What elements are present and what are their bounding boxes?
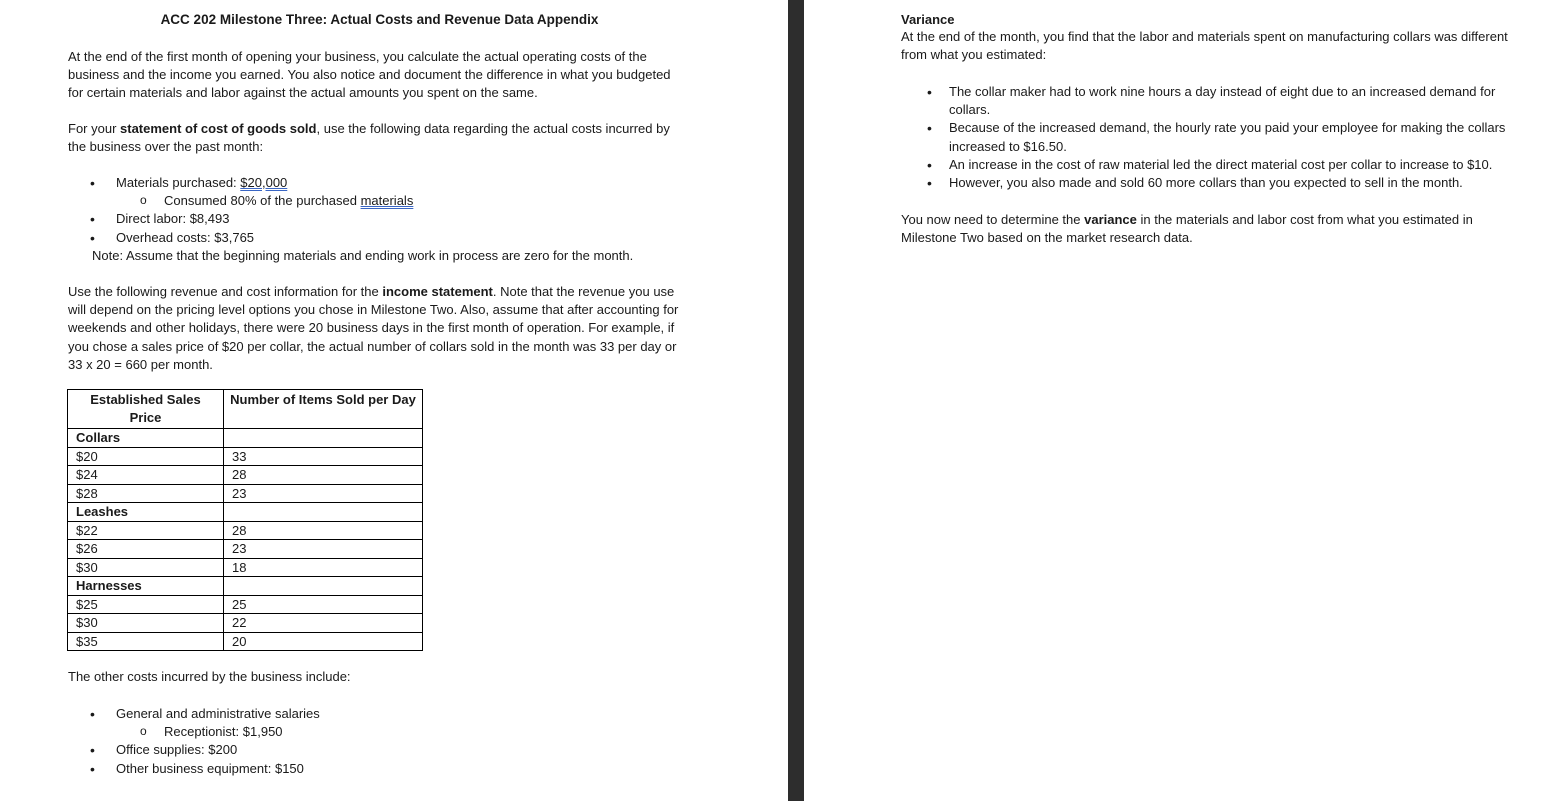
table-row [68, 577, 423, 596]
sales-table [67, 389, 423, 651]
other-costs-intro: The other costs incurred by the business include: [68, 669, 351, 684]
price-cell: $24 [68, 466, 224, 485]
list-item: • However, you also made and sold 60 more collars than you expected to sell in the month. [901, 174, 1531, 192]
qty-cell: 28 [224, 521, 423, 540]
category-cell: Harnesses [68, 577, 224, 596]
list-item: • General and administrative salaries [68, 705, 320, 723]
list-item: • Because of the increased demand, the hourly rate you paid your employee for making the collars increased to $16.50. [901, 119, 1531, 155]
table-row [68, 540, 423, 559]
price-cell: $25 [68, 595, 224, 614]
table-row [68, 429, 423, 448]
category-cell: Leashes [68, 503, 224, 522]
qty-cell: 28 [224, 466, 423, 485]
list-item: • The collar maker had to work nine hours a day instead of eight due to an increased demand for collars. [901, 83, 1531, 119]
cogs-intro-paragraph: For your statement of cost of goods sold, use the following data regarding the actual costs incurred by the business over the past month: [68, 121, 670, 155]
list-item: • Direct labor: $8,493 [68, 210, 413, 228]
table-row [68, 447, 423, 466]
category-cell: Collars [68, 429, 224, 448]
price-cell: $35 [68, 632, 224, 651]
price-cell: $22 [68, 521, 224, 540]
revenue-intro-paragraph: Use the following revenue and cost information for the income statement. Note that the revenue you use will depend on the pricing level options you chose in Milestone Two. Also, assume that after accounting for weekends and other holidays, there were 20 business days in the first month of operation. For example, if you chose a sales price of $20 per collar, the actual number of collars sold in the month was 33 per day or 33 x 20 = 660 per month. [68, 284, 679, 372]
table-row [68, 521, 423, 540]
cogs-list [68, 174, 413, 247]
variance-list [901, 83, 1531, 192]
page-divider [788, 0, 804, 801]
price-cell: $20 [68, 447, 224, 466]
table-row [68, 632, 423, 651]
header-price: Established Sales Price [68, 390, 224, 429]
list-item: • Office supplies: $200 [68, 741, 320, 759]
other-costs-list [68, 705, 320, 778]
variance-final-paragraph: You now need to determine the variance in the materials and labor cost from what you estimated in Milestone Two based on the market research data. [901, 212, 1473, 246]
price-cell: $26 [68, 540, 224, 559]
variance-heading: Variance [901, 12, 955, 27]
table-row [68, 558, 423, 577]
note-text: Note: Assume that the beginning materials and ending work in process are zero for the month. [92, 248, 634, 263]
table-row [68, 484, 423, 503]
intro-paragraph: At the end of the first month of opening your business, you calculate the actual operating costs of the business and the income you earned. You also notice and document the difference in what you budgeted for certain materials and labor against the actual amounts you spent on the same. [68, 49, 671, 101]
list-item: • Overhead costs: $3,765 [68, 229, 413, 247]
qty-cell: 33 [224, 447, 423, 466]
qty-cell: 25 [224, 595, 423, 614]
materials-word: materials [360, 193, 414, 209]
qty-cell: 22 [224, 614, 423, 633]
qty-cell: 18 [224, 558, 423, 577]
header-items-sold: Number of Items Sold per Day [224, 390, 423, 429]
list-item: • Other business equipment: $150 [68, 760, 320, 778]
variance-intro: At the end of the month, you find that the labor and materials spent on manufacturing collars was different from what you estimated: [901, 29, 1508, 63]
materials-value: $20,000 [240, 175, 288, 190]
qty-cell: 23 [224, 484, 423, 503]
price-cell: $28 [68, 484, 224, 503]
price-cell: $30 [68, 614, 224, 633]
table-row [68, 614, 423, 633]
price-cell: $30 [68, 558, 224, 577]
table-row [68, 595, 423, 614]
table-row [68, 503, 423, 522]
qty-cell: 20 [224, 632, 423, 651]
list-item: o Receptionist: $1,950 [68, 723, 320, 741]
qty-cell: 23 [224, 540, 423, 559]
table-header-row [68, 390, 423, 429]
table-row [68, 466, 423, 485]
list-item: • Materials purchased: $20,000 [68, 174, 413, 192]
list-item: • An increase in the cost of raw material led the direct material cost per collar to increase to $10. [901, 156, 1531, 174]
document-title: ACC 202 Milestone Three: Actual Costs and Revenue Data Appendix [160, 12, 599, 27]
list-item: o Consumed 80% of the purchased materials [68, 192, 413, 210]
